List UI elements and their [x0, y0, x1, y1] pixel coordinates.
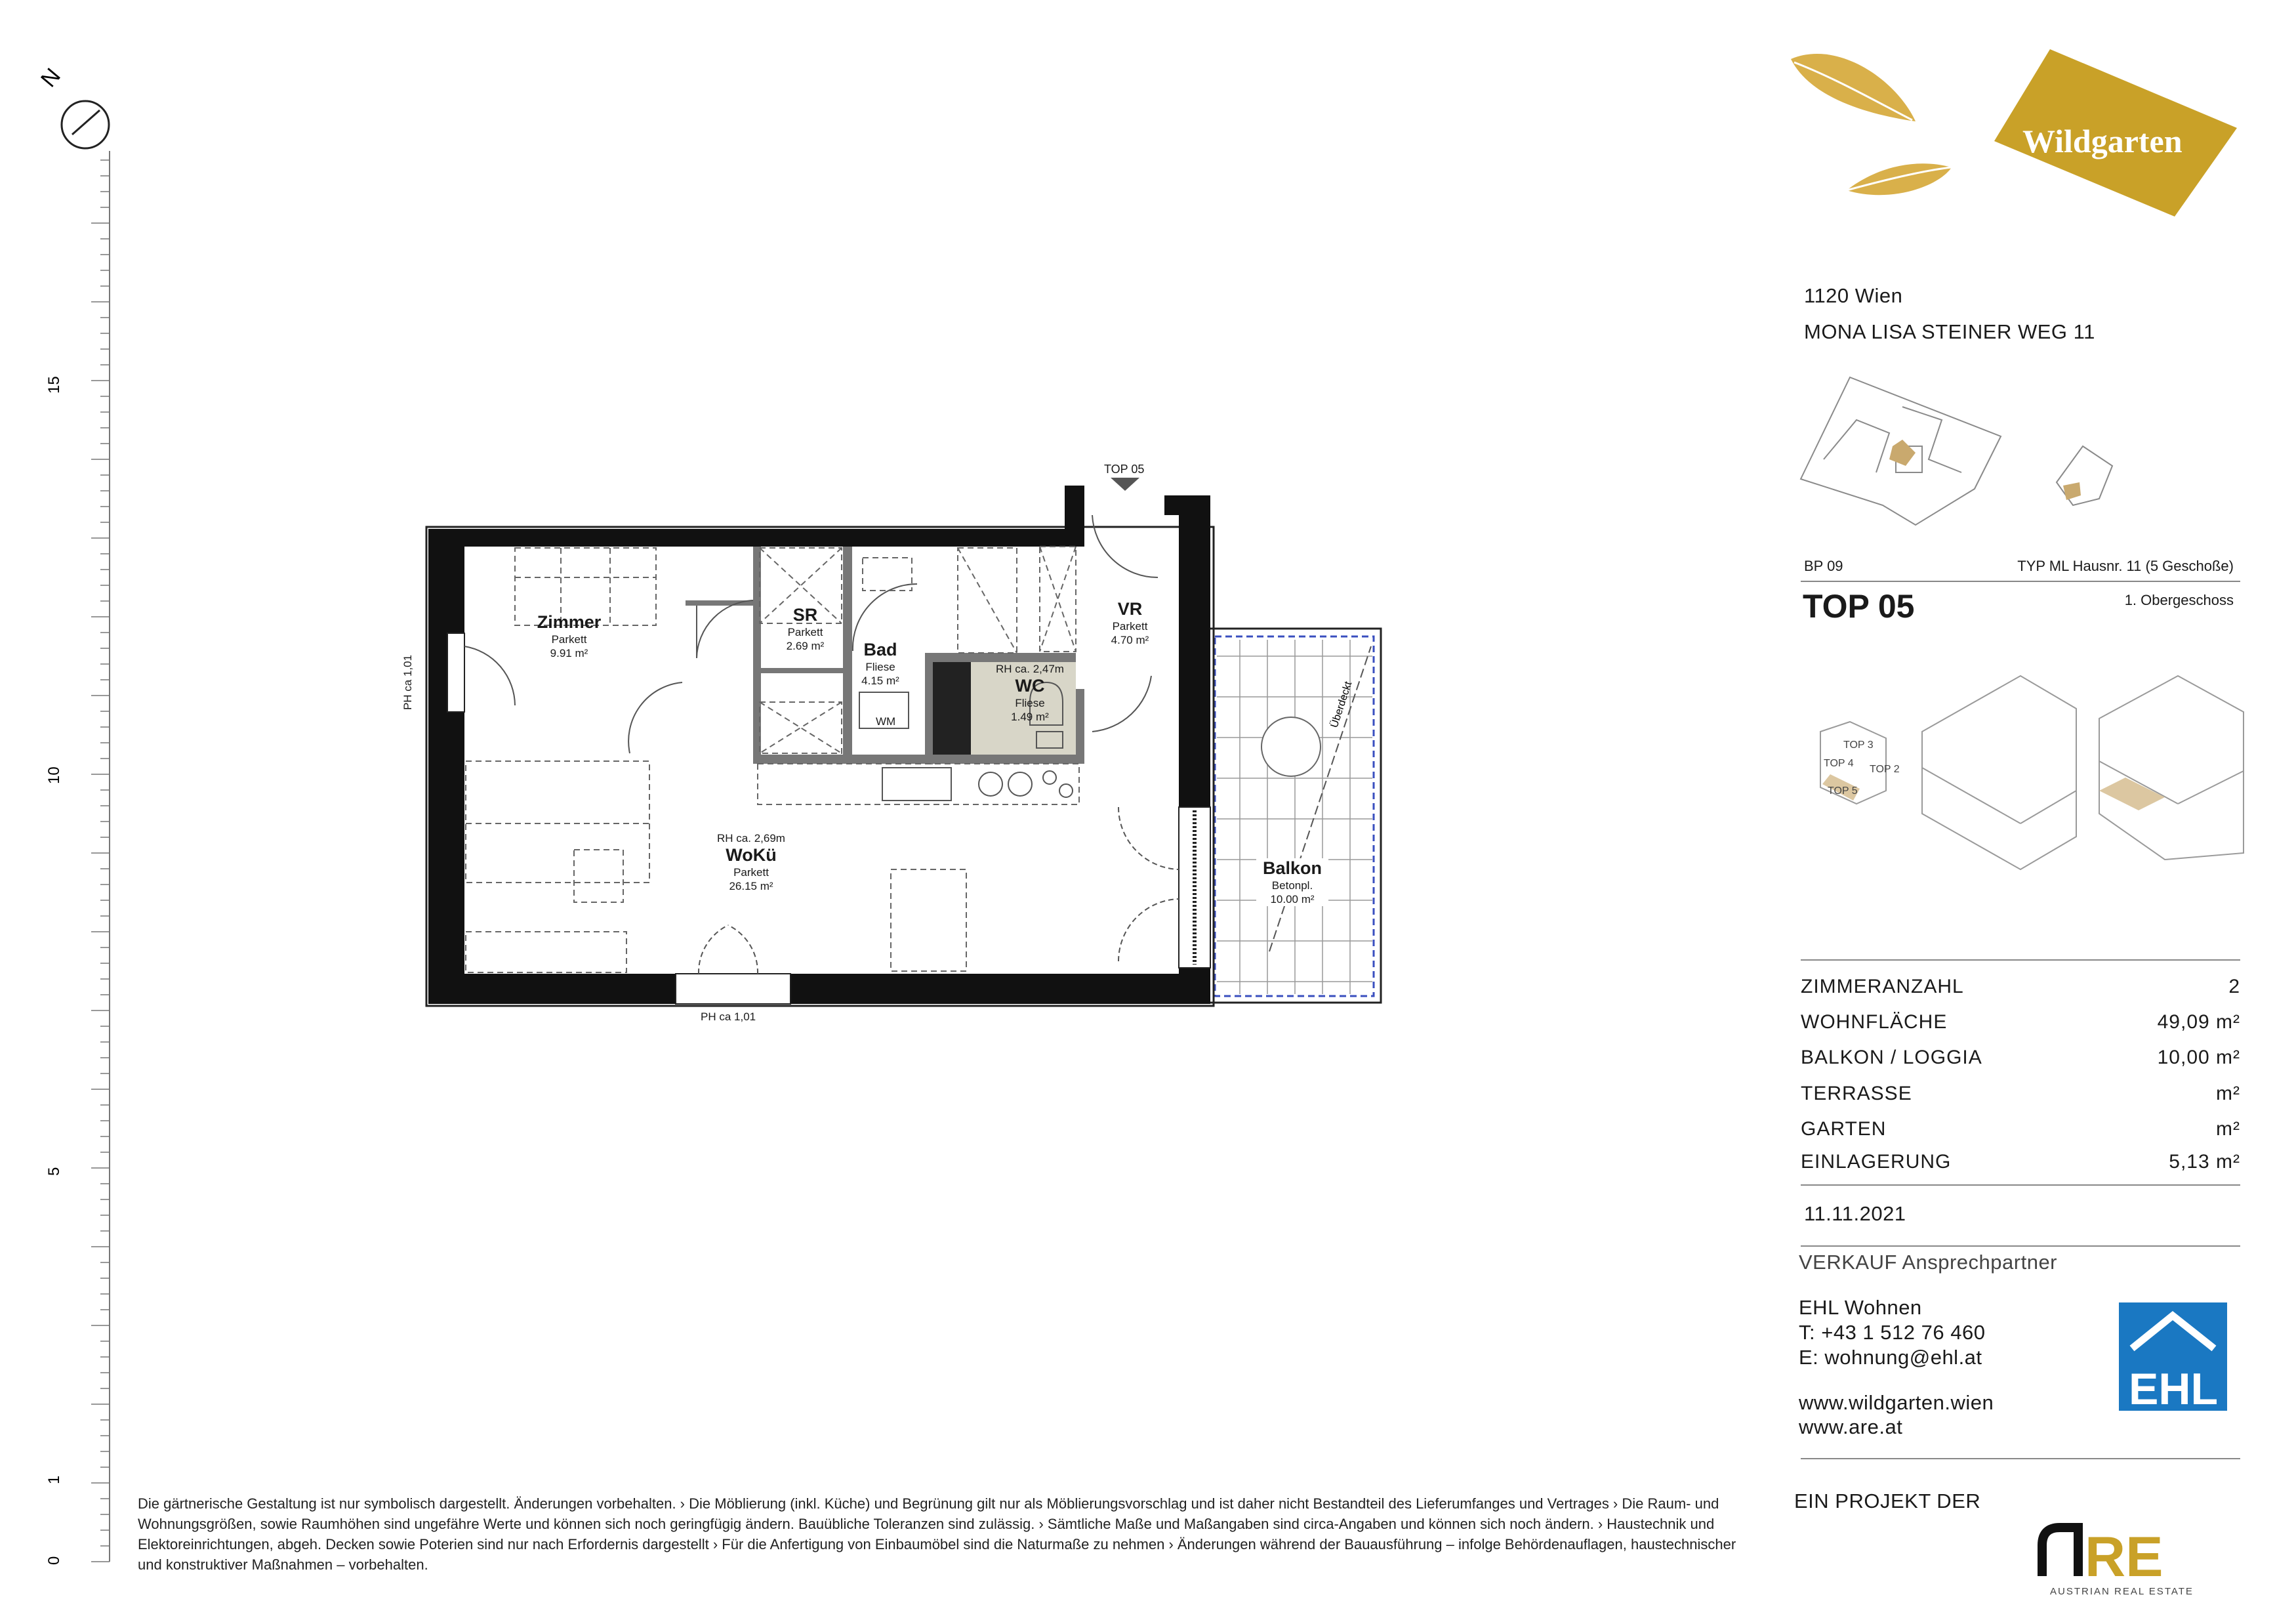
project-by-label: EIN PROJEKT DER [1794, 1489, 1981, 1512]
stat-einlagerung: EINLAGERUNG 5,13 m² [1801, 1151, 2240, 1173]
parapet-height-left: PH ca 1,01 [401, 654, 415, 711]
legal-disclaimer: Die gärtnerische Gestaltung ist nur symbolisch dargestellt. Änderungen vorbehalten. › Die Möblierung (inkl. Küche) und Begrünung gilt nur als Möblierungsvorschlag und ist daher nicht Bestandteil des Lieferumfanges und Vertrages › Die Raum- und Wohnungsgrößen, sowie Raumhöhen sind ungefähre Werte und können sich noch geringfügig ändern. Bauübliche Toleranzen sind zulässig. › Sämtliche Maße und Maßangaben sind circa-Angaben und können sich noch ändern. › Haustechnik und Elektoreinrichtungen, abgeh. Decken sowie Poterien sind nur nach Erfordernis dargestellt › Für die Anfertigung von Einbaumöbel sind die Naturmaße zu nehmen › Änderungen während der Bauausführung – infolge Behördenauflagen, haustechnischer und konstruktiver Maßnahmen – vorbehalten. [138, 1495, 1736, 1573]
are-logo-subtext: AUSTRIAN REAL ESTATE [2050, 1586, 2194, 1597]
divider-1 [1801, 581, 2240, 582]
stat-balkon: BALKON / LOGGIA 10,00 m² [1801, 1047, 2240, 1068]
north-arrow [36, 64, 109, 148]
are-logo-a-icon [2042, 1528, 2078, 1576]
plan-date: 11.11.2021 [1804, 1202, 1906, 1225]
scale-label-0: 0 [45, 1556, 63, 1565]
contact-phone: T: +43 1 512 76 460 [1799, 1321, 1986, 1344]
scale-label-1: 1 [45, 1475, 63, 1484]
contact-email[interactable]: E: wohnung@ehl.at [1799, 1346, 1982, 1369]
axon-label-top2: TOP 2 [1870, 764, 1900, 775]
axon-label-top5: TOP 5 [1828, 785, 1858, 797]
room-sr: SR Parkett 2.69 m² [786, 605, 825, 652]
room-vr: VR Parkett 4.70 m² [1111, 599, 1149, 646]
unit-floor: 1. Obergeschoss [2124, 592, 2234, 608]
floor-plan [426, 478, 1381, 1006]
room-balkon: Balkon Betonpl. 10.00 m² [1256, 858, 1328, 906]
room-wc: RH ca. 2,47m WC Fliese 1.49 m² [996, 663, 1064, 723]
site-plan-highlight [1889, 440, 1916, 466]
divider-5 [1801, 1458, 2240, 1459]
leaf-logo-icon [1791, 54, 1952, 195]
entrance-label: TOP 05 [1104, 463, 1145, 476]
divider-3 [1801, 1184, 2240, 1186]
washing-machine-label: WM [876, 715, 896, 728]
divider-4 [1801, 1245, 2240, 1247]
building-type: TYP ML Hausnr. 11 (5 Geschoße) [2017, 558, 2234, 574]
axon-label-top3: TOP 3 [1843, 739, 1874, 751]
scale-label-15: 15 [45, 376, 63, 394]
axon-label-top4: TOP 4 [1824, 758, 1854, 769]
website-wildgarten[interactable]: www.wildgarten.wien [1799, 1391, 1994, 1414]
north-label: N [36, 63, 66, 93]
address-street: MONA LISA STEINER WEG 11 [1804, 320, 2095, 343]
axon-highlight-2 [2099, 778, 2165, 810]
scale-label-10: 10 [45, 766, 63, 784]
contact-heading: VERKAUF Ansprechpartner [1799, 1251, 2058, 1274]
unit-title: TOP 05 [1803, 588, 1915, 625]
bp-label: BP 09 [1804, 558, 1843, 574]
ehl-logo-text: EHL [2129, 1364, 2218, 1414]
wildgarten-logo-text: Wildgarten [2022, 123, 2183, 159]
scale-label-5: 5 [45, 1167, 63, 1176]
stat-zimmeranzahl: ZIMMERANZAHL 2 [1801, 976, 2240, 997]
room-zimmer: Zimmer Parkett 9.91 m² [537, 612, 602, 659]
stat-garten: GARTEN m² [1801, 1118, 2240, 1140]
stat-terrasse: TERRASSE m² [1801, 1083, 2240, 1104]
building-highlight [2063, 482, 2081, 500]
room-wokue: RH ca. 2,69m WoKü Parkett 26.15 m² [717, 832, 785, 892]
room-bad: Bad Fliese 4.15 m² [861, 640, 899, 687]
site-plan-thumbnail [1801, 377, 2112, 525]
website-are[interactable]: www.are.at [1799, 1415, 1903, 1438]
contact-company: EHL Wohnen [1799, 1296, 1922, 1319]
stat-wohnflaeche: WOHNFLÄCHE 49,09 m² [1801, 1011, 2240, 1033]
divider-2 [1801, 959, 2240, 961]
address-city: 1120 Wien [1804, 284, 1903, 307]
parapet-height-bottom: PH ca 1,01 [701, 1010, 756, 1023]
overhang-label: Überdeckt [1328, 680, 1355, 730]
scale-ruler [91, 151, 110, 1562]
are-logo-text: RE [2085, 1526, 2163, 1589]
